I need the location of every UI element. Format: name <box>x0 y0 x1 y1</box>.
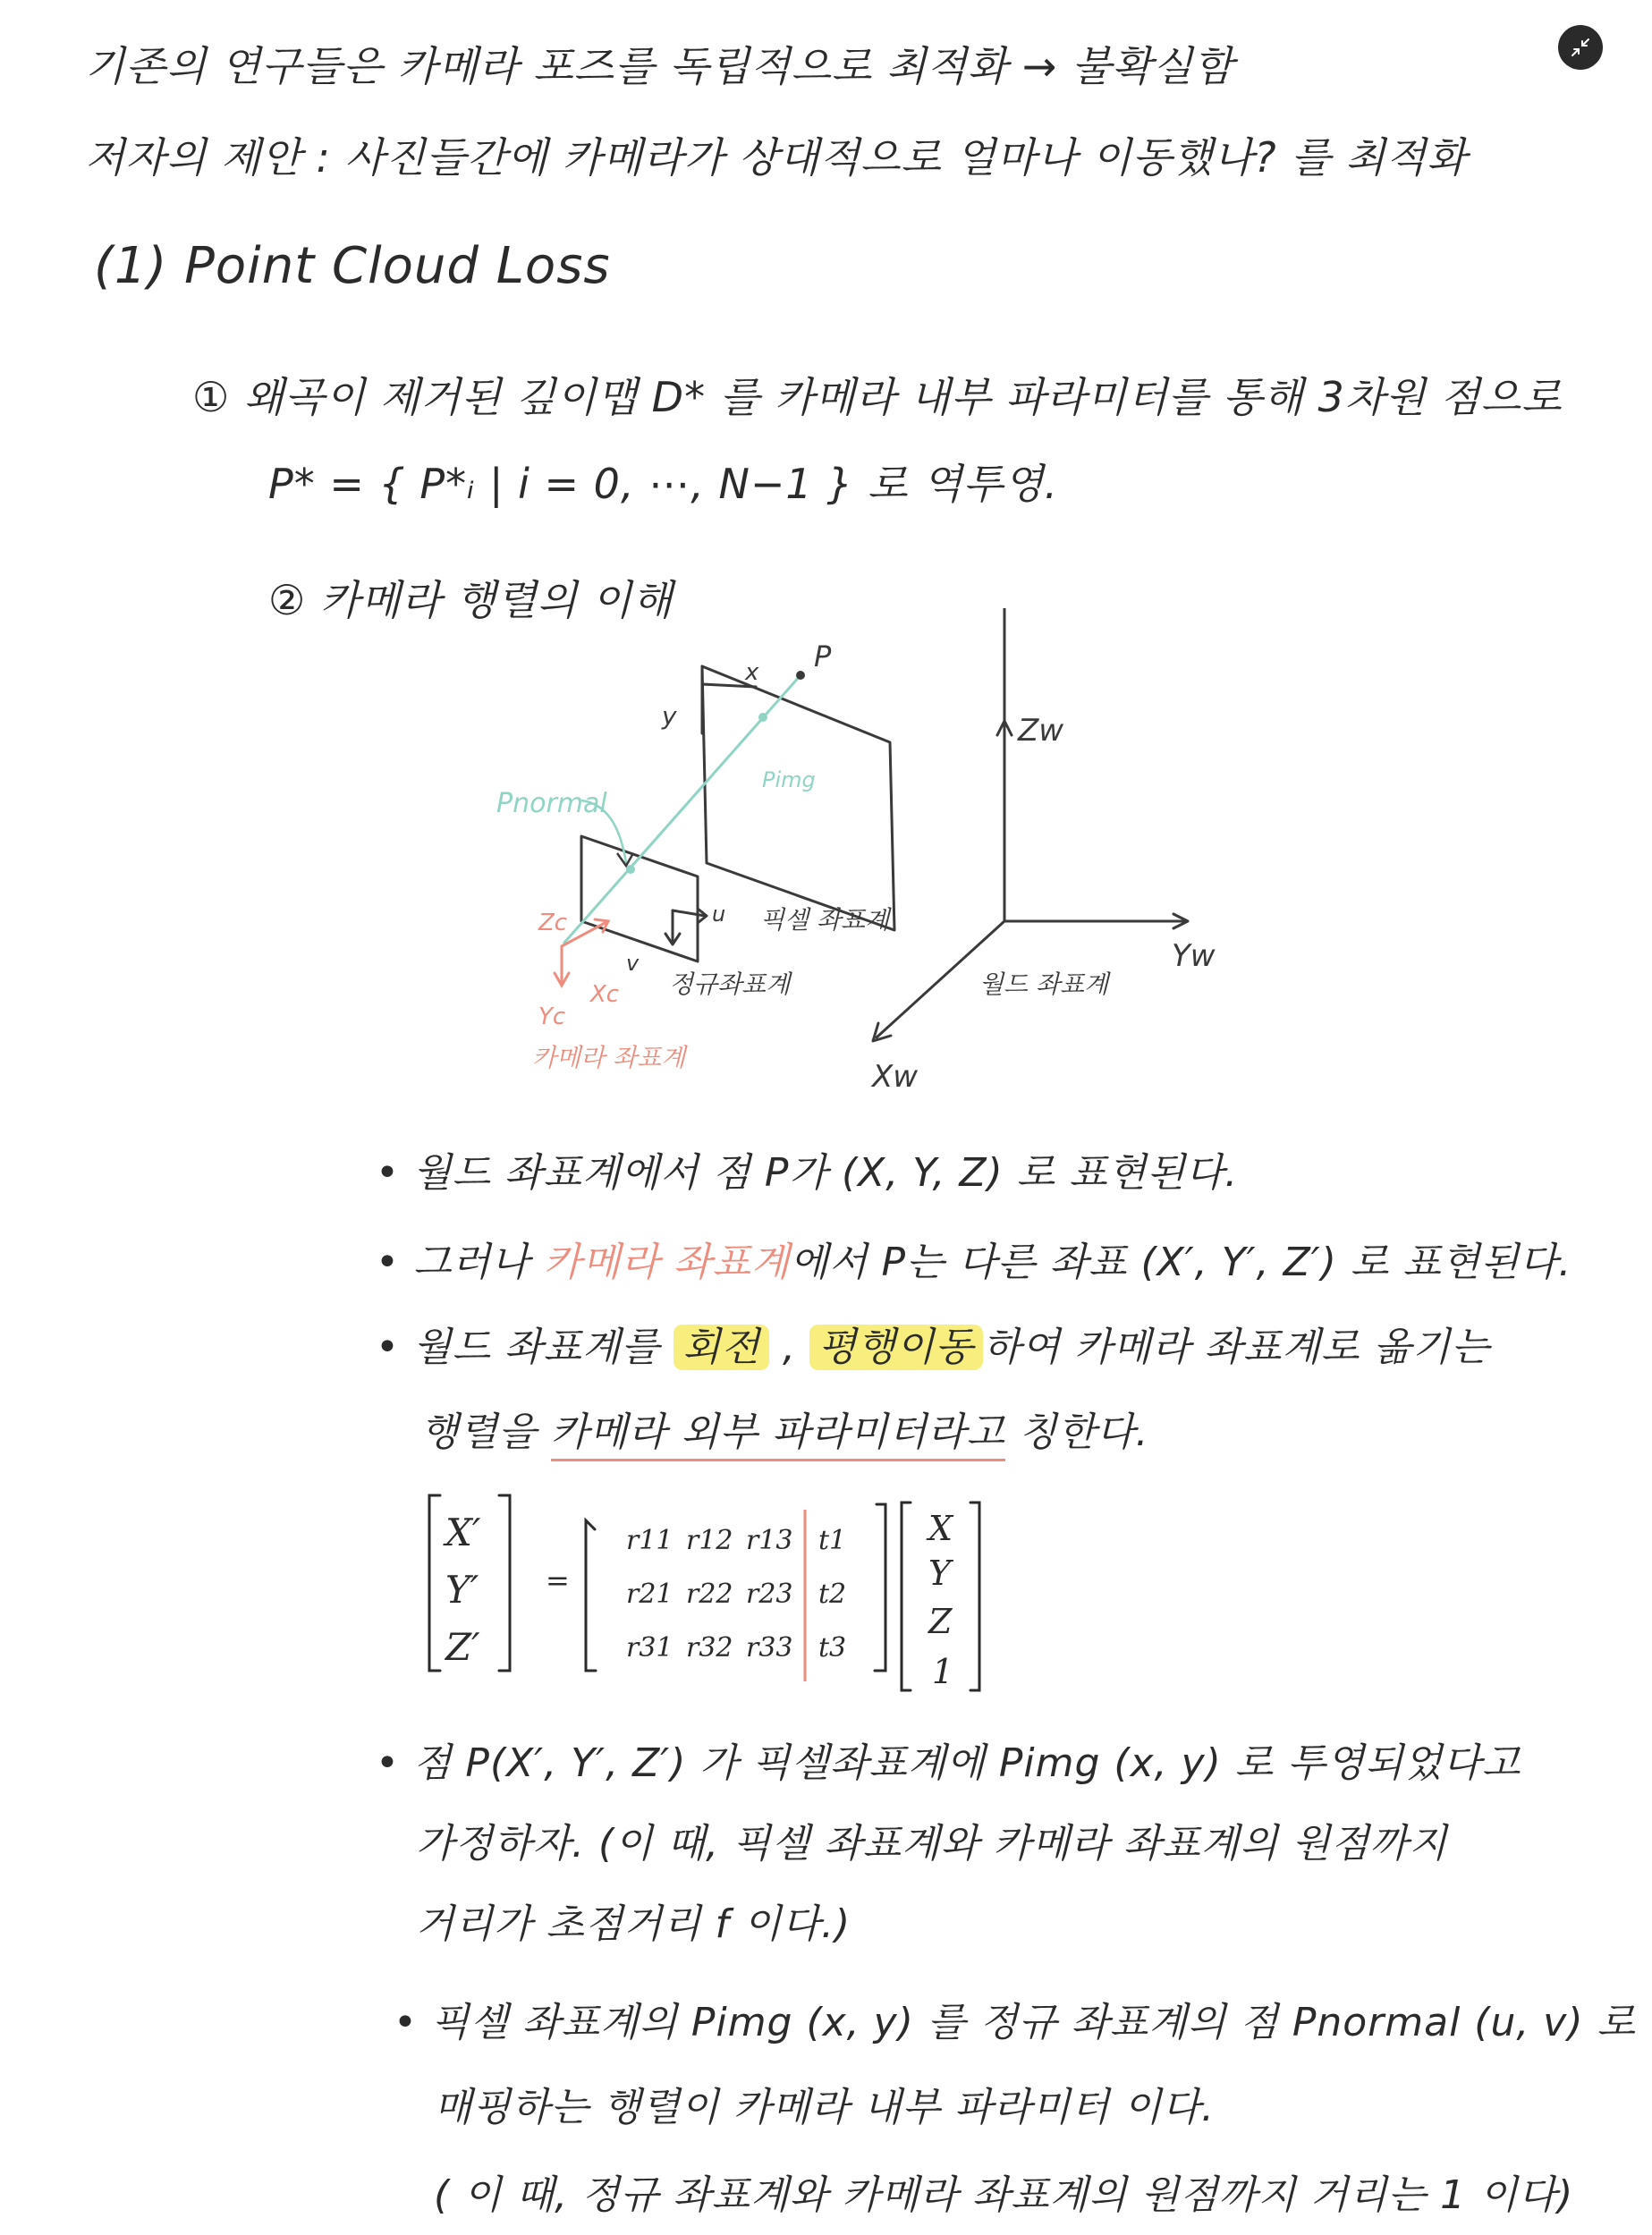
label-pimg: Pimg <box>762 767 816 792</box>
bullet-5-line-3: ( 이 때, 정규 좌표계와 카메라 좌표계의 원점까지 거리는 1 이다) <box>434 2172 1574 2218</box>
section-title: (1) Point Cloud Loss <box>94 237 611 295</box>
highlight-rotation: 회전 <box>674 1325 769 1370</box>
lhs-z-prime: Z′ <box>445 1625 480 1669</box>
r33: r33 <box>746 1632 793 1664</box>
bullet-3-line-2-pre: 행렬을 <box>420 1410 551 1455</box>
t2: t2 <box>818 1579 847 1610</box>
bullet-2-camera-coord: 카메라 좌표계 <box>543 1240 791 1285</box>
t3: t3 <box>818 1632 847 1664</box>
item2-title: ② 카메라 행렬의 이해 <box>268 576 674 624</box>
point-P <box>796 671 805 680</box>
label-zw: Zw <box>1018 713 1064 749</box>
bullet-2-post: 에서 P는 다른 좌표 (X′, Y′, Z′) 로 표현된다. <box>790 1240 1572 1285</box>
item1-line-1: ① 왜곡이 제거된 깊이맵 D* 를 카메라 내부 파라미터를 통해 3차원 점으로 <box>192 373 1563 421</box>
label-P: P <box>814 639 832 673</box>
label-xw: Xw <box>872 1059 919 1095</box>
label-norm-coord: 정규좌표계 <box>669 969 791 999</box>
r23: r23 <box>746 1579 793 1610</box>
r32: r32 <box>686 1632 733 1664</box>
bullet-4-line-3: 거리가 초점거리 f 이다.) <box>416 1901 851 1947</box>
camera-coordinate-diagram <box>483 608 1216 1109</box>
rhs-z: Z <box>928 1602 953 1641</box>
label-xc: Xc <box>590 981 620 1008</box>
bullet-5-line-2: 매핑하는 행렬이 카메라 내부 파라미터 이다. <box>434 2085 1215 2130</box>
bullet-2 <box>376 1230 1572 1287</box>
label-x: x <box>745 659 759 686</box>
r12: r12 <box>686 1525 733 1556</box>
rhs-one: 1 <box>932 1652 954 1691</box>
intro-line-1: 기존의 연구들은 카메라 포즈를 독립적으로 최적화 → 불확실함 <box>85 42 1234 90</box>
label-yw: Yw <box>1172 938 1216 974</box>
underline-extrinsic: 카메라 외부 파라미터라고 <box>551 1410 1006 1461</box>
label-y: y <box>662 701 677 731</box>
bullet-3 <box>376 1315 1490 1372</box>
label-pnormal: Pnormal <box>496 788 607 819</box>
label-v: v <box>626 951 640 976</box>
point-pnormal <box>626 865 635 874</box>
label-camera-coord: 카메라 좌표계 <box>532 1043 686 1072</box>
intro-line-2: 저자의 제안 : 사진들간에 카메라가 상대적으로 얼마나 이동했나? 를 최적화 <box>85 133 1468 182</box>
bullet-1: • 월드 좌표계에서 점 P가 (X, Y, Z) 로 표현된다. <box>376 1150 1239 1196</box>
bullet-3-line-2-post: 칭한다. <box>1005 1410 1149 1455</box>
collapse-arrows-icon <box>1569 36 1592 59</box>
normal-plane <box>581 836 698 961</box>
lhs-y-prime: Y′ <box>445 1568 479 1612</box>
label-pixel-coord: 픽셀 좌표계 <box>760 905 890 935</box>
bullet-3-post: 하여 카메라 좌표계로 옮기는 <box>982 1325 1490 1370</box>
bullet-4-line-2: 가정하자. (이 때, 픽셀 좌표계와 카메라 좌표계의 원점까지 <box>416 1821 1448 1867</box>
r31: r31 <box>626 1632 674 1664</box>
r11: r11 <box>626 1525 674 1556</box>
bullet-2-pre: • 그러나 <box>376 1240 544 1285</box>
label-u: u <box>712 902 726 927</box>
label-yc: Yc <box>538 1003 566 1030</box>
r22: r22 <box>686 1579 733 1610</box>
point-pimg <box>758 713 767 722</box>
r13: r13 <box>746 1525 793 1556</box>
image-plane <box>702 666 894 930</box>
extrinsic-matrix-equation <box>420 1485 1002 1708</box>
item1-line-2: P* = { P*ᵢ | i = 0, ⋯, N−1 } 로 역투영. <box>268 460 1059 508</box>
equals-sign: = <box>546 1563 570 1597</box>
r21: r21 <box>626 1579 674 1610</box>
label-zc: Zc <box>538 910 568 936</box>
rhs-x: X <box>928 1509 953 1548</box>
bullet-3-sep: , <box>768 1325 809 1370</box>
lhs-x-prime: X′ <box>445 1511 481 1554</box>
bullet-3-line-2 <box>420 1400 1149 1457</box>
rhs-y: Y <box>928 1553 952 1593</box>
t1: t1 <box>818 1525 847 1556</box>
bullet-3-pre: • 월드 좌표계를 <box>376 1325 674 1370</box>
bullet-5-line-1: • 픽셀 좌표계의 Pimg (x, y) 를 정규 좌표계의 점 Pnormal (u, v) 로 <box>394 2000 1637 2045</box>
label-world-coord: 월드 좌표계 <box>979 969 1109 999</box>
bullet-4-line-1: • 점 P(X′, Y′, Z′) 가 픽셀좌표계에 Pimg (x, y) 로 투영되었다고 <box>376 1740 1521 1786</box>
highlight-translation: 평행이동 <box>809 1325 983 1370</box>
collapse-button[interactable] <box>1558 25 1603 70</box>
